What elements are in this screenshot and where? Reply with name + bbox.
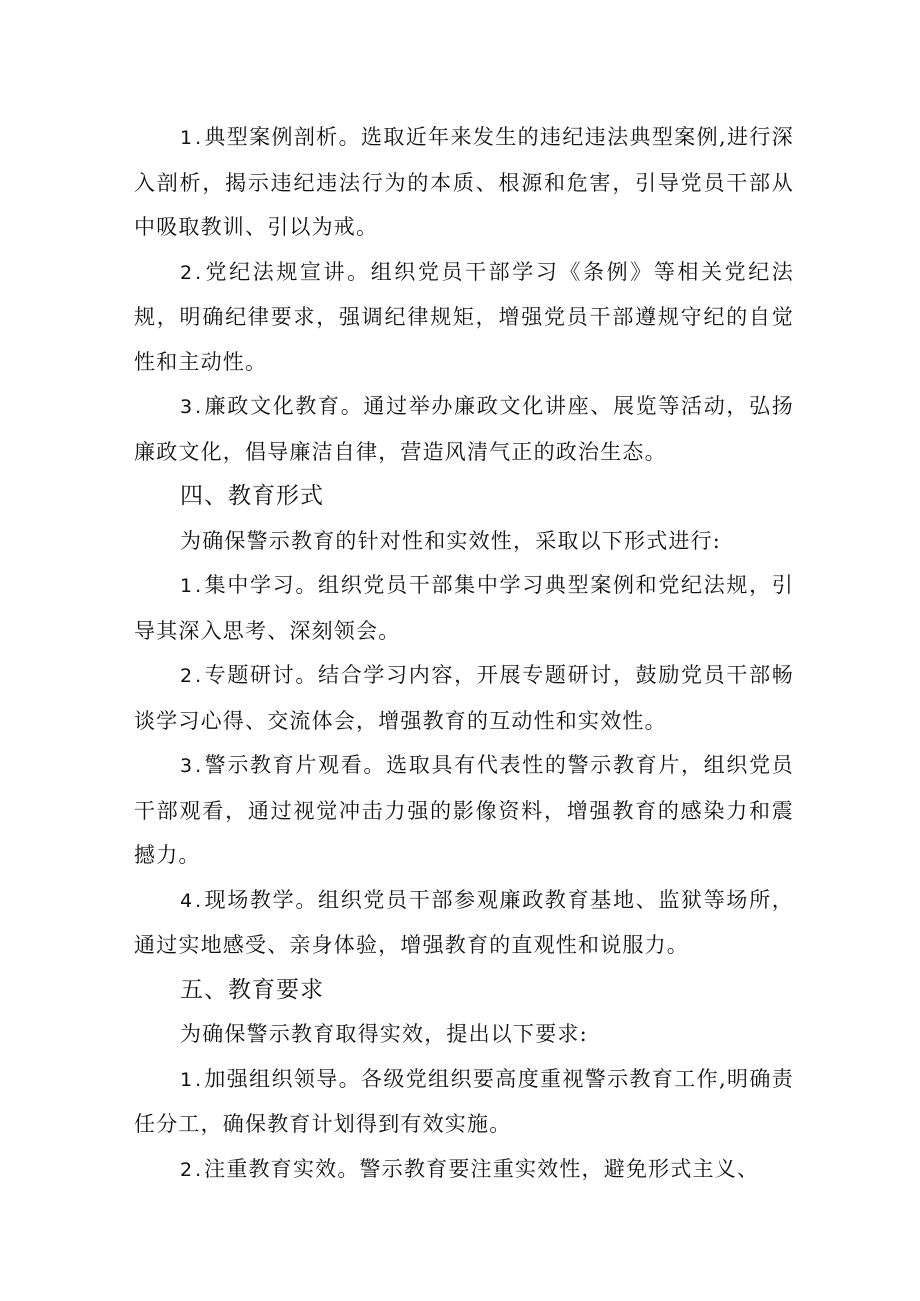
item-number: 2. xyxy=(180,665,205,687)
item-text: 现场教学。组织党员干部参观廉政教育基地、监狱等场所，通过实地感受、亲身体验，增强教育的直观性和说服力。 xyxy=(134,887,794,957)
item-text: 警示教育片观看。选取具有代表性的警示教育片，组织党员干部观看，通过视觉冲击力强的影像资料，增强教育的感染力和震撼力。 xyxy=(134,753,794,867)
list-item xyxy=(134,115,794,250)
item-number: 2. xyxy=(180,261,205,284)
item-text: 专题研讨。结合学习内容，开展专题研讨，鼓励党员干部畅谈学习心得、交流体会，增强教育的互动性和实效性。 xyxy=(134,663,794,733)
section-heading: 五、教育要求 xyxy=(180,976,324,1003)
list-item xyxy=(134,878,794,968)
item-text: 注重教育实效。警示教育要注重实效性，避免形式主义、 xyxy=(204,1156,760,1181)
item-text: 集中学习。组织党员干部集中学习典型案例和党纪法规，引导其深入思考、深刻领会。 xyxy=(134,573,794,643)
item-number: 2. xyxy=(180,1158,205,1181)
list-item xyxy=(134,743,794,878)
item-text: 党纪法规宣讲。组织党员干部学习《条例》等相关党纪法规，明确纪律要求，强调纪律规矩，增强党员干部遵规守纪的自觉性和主动性。 xyxy=(134,259,794,374)
list-item xyxy=(134,250,794,385)
document-body xyxy=(134,115,794,1192)
paragraph: 为确保警示教育的针对性和实效性，采取以下形式进行: xyxy=(180,528,722,553)
list-item xyxy=(134,1057,794,1147)
item-number: 3. xyxy=(180,396,205,418)
item-text: 典型案例剖析。选取近年来发生的违纪违法典型案例,进行深入剖析，揭示违纪违法行为的本质、根源和危害，引导党员干部从中吸取教训、引以为戒。 xyxy=(134,125,794,239)
section-heading: 四、教育形式 xyxy=(180,483,324,509)
item-number: 3. xyxy=(180,755,205,777)
item-text: 廉政文化教育。通过举办廉政文化讲座、展览等活动，弘扬廉政文化，倡导廉洁自律，营造风清气正的政治生态。 xyxy=(134,394,794,464)
list-item xyxy=(134,653,794,743)
list-item xyxy=(134,384,794,474)
list-item xyxy=(134,1147,794,1193)
item-number: 4. xyxy=(180,889,205,912)
item-number: 1. xyxy=(180,575,205,597)
paragraph: 为确保警示教育取得实效，提出以下要求: xyxy=(180,1022,588,1046)
item-text: 加强组织领导。各级党组织要高度重视警示教育工作,明确责任分工，确保教育计划得到有效实施。 xyxy=(134,1066,794,1136)
list-item xyxy=(134,563,794,653)
item-number: 1. xyxy=(180,127,205,149)
item-number: 1. xyxy=(180,1068,205,1091)
